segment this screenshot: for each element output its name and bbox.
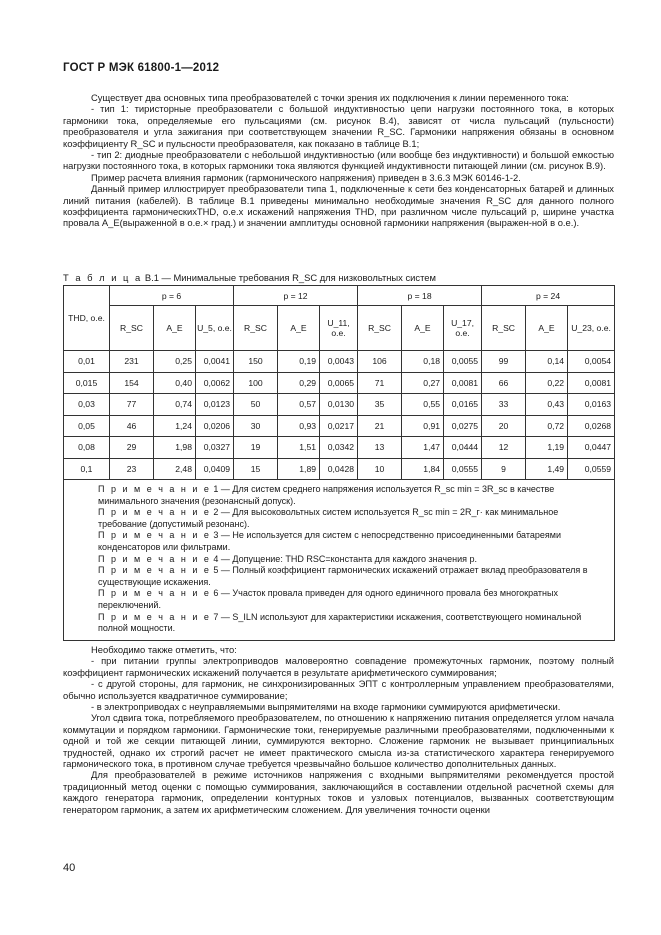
table-row	[64, 394, 615, 416]
table-cell: 0,0428	[320, 458, 358, 480]
after-paragraph-4: - в электроприводах с неуправляемыми выпрямителями на входе гармоники суммируются арифметически.	[91, 701, 561, 713]
table-cell: 0,0268	[568, 415, 615, 437]
table-cell: 35	[358, 394, 402, 416]
note-5	[70, 565, 608, 588]
table-cell: 71	[358, 372, 402, 394]
table-cell: 77	[110, 394, 154, 416]
note-label: П р и м е ч а н и е	[98, 565, 211, 576]
table-cell: 0,0163	[568, 394, 615, 416]
note-label: П р и м е ч а н и е	[98, 507, 211, 518]
table-cell: 0,0206	[196, 415, 234, 437]
table-cell: 0,0062	[196, 372, 234, 394]
note-4	[70, 554, 608, 566]
table-cell: 50	[234, 394, 278, 416]
table-caption	[63, 272, 436, 283]
column-header: R_SC	[234, 306, 278, 351]
table-cell: 0,72	[526, 415, 568, 437]
table-cell: 0,0065	[320, 372, 358, 394]
table-cell: 0,0165	[444, 394, 482, 416]
table-cell: 19	[234, 437, 278, 459]
table-cell: 1,47	[402, 437, 444, 459]
group-header: p = 24	[482, 286, 615, 306]
table-cell: 29	[110, 437, 154, 459]
table-row	[64, 437, 615, 459]
group-header: p = 12	[234, 286, 358, 306]
after-paragraph-6: Для преобразователей в режиме источников напряжения с входными выпрямителями рекомендуется простой традиционный метод оценки с помощью суммирования, заключающийся в составлении отдельной расчетной схемы для каждого генератора гармоник, определении контурных токов и узловых потенциалов, вызванных соответствующим генератором гармоник, а затем их арифметическим сложением. Для увеличения точности оценки	[63, 769, 614, 815]
table-cell: 150	[234, 351, 278, 373]
table-cell: 20	[482, 415, 526, 437]
table-cell: 0,0123	[196, 394, 234, 416]
column-header: A_E	[526, 306, 568, 351]
table-cell: 0,55	[402, 394, 444, 416]
note-text: 4 — Допущение: THD RSC=константа для каждого значения p.	[213, 553, 477, 564]
table-cell: 0,14	[526, 351, 568, 373]
table-cell: 0,29	[278, 372, 320, 394]
table-cell: 10	[358, 458, 402, 480]
table-cell: 30	[234, 415, 278, 437]
note-label: П р и м е ч а н и е	[98, 553, 211, 564]
table-cell: 0,0444	[444, 437, 482, 459]
table-cell: 1,49	[526, 458, 568, 480]
note-3	[70, 530, 608, 553]
table-cell: 0,01	[64, 351, 110, 373]
note-7	[70, 612, 608, 635]
table-cell: 0,91	[402, 415, 444, 437]
table-notes	[64, 480, 615, 641]
table-row	[64, 372, 615, 394]
table-cell: 0,93	[278, 415, 320, 437]
note-text: 7 — S_ILN используют для характеристики искажения, соответствующего номинальной полной мощности.	[98, 611, 582, 634]
table-cell: 99	[482, 351, 526, 373]
table-cell: 0,27	[402, 372, 444, 394]
table-cell: 0,0275	[444, 415, 482, 437]
column-header: U_17, o.e.	[444, 306, 482, 351]
requirements-table	[63, 285, 615, 641]
after-paragraph-1: Необходимо также отметить, что:	[91, 644, 237, 655]
note-text: 6 — Участок провала приведен для одного единичного провала без многократных переключений.	[98, 588, 558, 610]
table-cell: 0,0043	[320, 351, 358, 373]
column-header: R_SC	[482, 306, 526, 351]
table-cell: 0,0409	[196, 458, 234, 480]
table-cell: 0,0130	[320, 394, 358, 416]
table-cell: 0,19	[278, 351, 320, 373]
note-label: П р и м е ч а н и е	[98, 530, 211, 541]
group-header: p = 6	[110, 286, 234, 306]
table-cell: 0,0327	[196, 437, 234, 459]
intro-paragraph-2: - тип 1: тиристорные преобразователи с большой индуктивностью цепи нагрузки постоянного тока, в которых гармоники тока, определяемые его пульсациями (см. рисунок В.4), зависят от числа пульсаций (пульсности) преобразователя и угла зажигания при соответствующем значении R_SC. Гармоники напряжения обязаны в основном коэффициенту R_SC и пульсности преобразователя, как показано в таблице В.1;	[63, 103, 614, 149]
table-cell: 0,05	[64, 415, 110, 437]
after-paragraph-2: - при питании группы электроприводов маловероятно совпадение промежуточных гармоник, поэтому полный коэффициент гармонических искажений получается в результате арифметического суммирования;	[63, 655, 614, 678]
note-text: 3 — Не используется для систем с непосредственно присоединенными батареями конденсаторов или фильтрами.	[98, 530, 561, 552]
table-cell: 0,74	[154, 394, 196, 416]
note-label: П р и м е ч а н и е	[98, 484, 211, 494]
table-row	[64, 351, 615, 373]
intro-paragraph-3: - тип 2: диодные преобразователи с небольшой индуктивностью (или вообще без индуктивности) и большой емкостью нагрузки постоянного тока, в которых гармоники тока являются функцией индуктивности питающей линии (см. рисунок В.9).	[63, 149, 614, 172]
table-cell: 0,22	[526, 372, 568, 394]
table-cell: 154	[110, 372, 154, 394]
column-header: A_E	[154, 306, 196, 351]
table-row	[64, 458, 615, 480]
group-header: p = 18	[358, 286, 482, 306]
column-header: R_SC	[110, 306, 154, 351]
table-cell: 0,08	[64, 437, 110, 459]
note-label: П р и м е ч а н и е	[98, 611, 211, 622]
table-cell: 0,0041	[196, 351, 234, 373]
note-6	[70, 588, 608, 611]
table-cell: 1,98	[154, 437, 196, 459]
table-cell: 66	[482, 372, 526, 394]
page-number: 40	[63, 862, 76, 874]
table-cell: 0,18	[402, 351, 444, 373]
table-cell: 0,03	[64, 394, 110, 416]
table-cell: 1,89	[278, 458, 320, 480]
table-cell: 1,51	[278, 437, 320, 459]
table-cell: 12	[482, 437, 526, 459]
table-cell: 0,0447	[568, 437, 615, 459]
column-header: A_E	[278, 306, 320, 351]
table-cell: 106	[358, 351, 402, 373]
table-cell: 33	[482, 394, 526, 416]
table-cell: 0,0081	[568, 372, 615, 394]
table-cell: 13	[358, 437, 402, 459]
table-cell: 2,48	[154, 458, 196, 480]
column-header: R_SC	[358, 306, 402, 351]
table-cell: 231	[110, 351, 154, 373]
table-caption-prefix: Т а б л и ц а	[63, 272, 143, 283]
table-caption-text: В.1 — Минимальные требования R_SC для низковольтных систем	[144, 272, 436, 283]
table-cell: 1,24	[154, 415, 196, 437]
note-1	[70, 484, 608, 507]
table-cell: 1,19	[526, 437, 568, 459]
table-cell: 0,43	[526, 394, 568, 416]
intro-text	[63, 92, 614, 229]
intro-paragraph-5: Данный пример иллюстрирует преобразователи типа 1, подключенные к сети без конденсаторных батарей и длинных линий питания (кабелей). В таблице В.1 приведены минимально необходимые значения R_SC для данного полного коэффициента гармоническихTHD, o.e.х искажений напряжения THD, при различном числе пульсаций p, ширине участка провала A_E(выраженной в о.е.× град.) и значении амплитуды основной гармоники напряжения (выражен-ной в о.е.).	[63, 183, 614, 229]
column-header: A_E	[402, 306, 444, 351]
table-cell: 100	[234, 372, 278, 394]
table-row	[64, 415, 615, 437]
table-cell: 23	[110, 458, 154, 480]
document-header: ГОСТ Р МЭК 61800-1—2012	[63, 62, 220, 74]
column-header: U_23, o.e.	[568, 306, 615, 351]
table-cell: 0,0342	[320, 437, 358, 459]
table-cell: 0,1	[64, 458, 110, 480]
intro-paragraph-1: Существует два основных типа преобразователей с точки зрения их подключения к линии переменного тока:	[91, 92, 569, 103]
table-cell: 46	[110, 415, 154, 437]
table-cell: 0,0555	[444, 458, 482, 480]
intro-paragraph-4: Пример расчета влияния гармоник (гармонического напряжения) приведен в 3.6.3 МЭК 60146-1-2.	[91, 171, 521, 183]
note-2	[70, 507, 608, 530]
thd-header: THD, o.e.	[64, 286, 110, 351]
table-cell: 9	[482, 458, 526, 480]
table-cell: 21	[358, 415, 402, 437]
table-body	[64, 351, 615, 480]
after-paragraph-3: - с другой стороны, для гармоник, не синхронизированных ЭПТ с контроллерным управлением преобразователями, обычно используется квадратичное суммирование;	[63, 678, 614, 701]
column-header: U_11, o.e.	[320, 306, 358, 351]
table-cell: 0,0054	[568, 351, 615, 373]
note-text: 2 — Для высоковольтных систем используется R_sc min = 2R_г· как минимальное требование (допустимый резонанс).	[98, 507, 559, 529]
note-label: П р и м е ч а н и е	[98, 588, 211, 599]
table-cell: 0,25	[154, 351, 196, 373]
table-cell: 0,57	[278, 394, 320, 416]
table-cell: 0,0081	[444, 372, 482, 394]
table-cell: 0,40	[154, 372, 196, 394]
table-cell: 0,0055	[444, 351, 482, 373]
note-text: 1 — Для систем среднего напряжения используется R_sc min = 3R_sc в качестве минимального значения (резонансный допуск).	[98, 484, 555, 506]
table-cell: 0,0217	[320, 415, 358, 437]
column-header: U_5, o.e.	[196, 306, 234, 351]
after-text	[63, 644, 614, 815]
table-cell: 1,84	[402, 458, 444, 480]
table-cell: 0,015	[64, 372, 110, 394]
after-paragraph-5: Угол сдвига тока, потребляемого преобразователем, по отношению к напряжению питания определяется углом начала коммутации и порядком гармоники. Гармонические токи, генерируемые различными преобразователями, подключенными к одной и той же секции питающей линии, суммируются векторно. Сложение гармоник не вызывает принципиальных трудностей, однако их строгий расчет не имеет практического смысла из-за статистического характера генерируемого гармонического тока, в противном случае требуется чрезвычайно большое количество дополнительных данных.	[63, 712, 614, 770]
table-cell: 15	[234, 458, 278, 480]
note-text: 5 — Полный коэффициент гармонических искажений отражает вклад преобразователя в существующие искажения.	[98, 565, 588, 587]
table-cell: 0,0559	[568, 458, 615, 480]
